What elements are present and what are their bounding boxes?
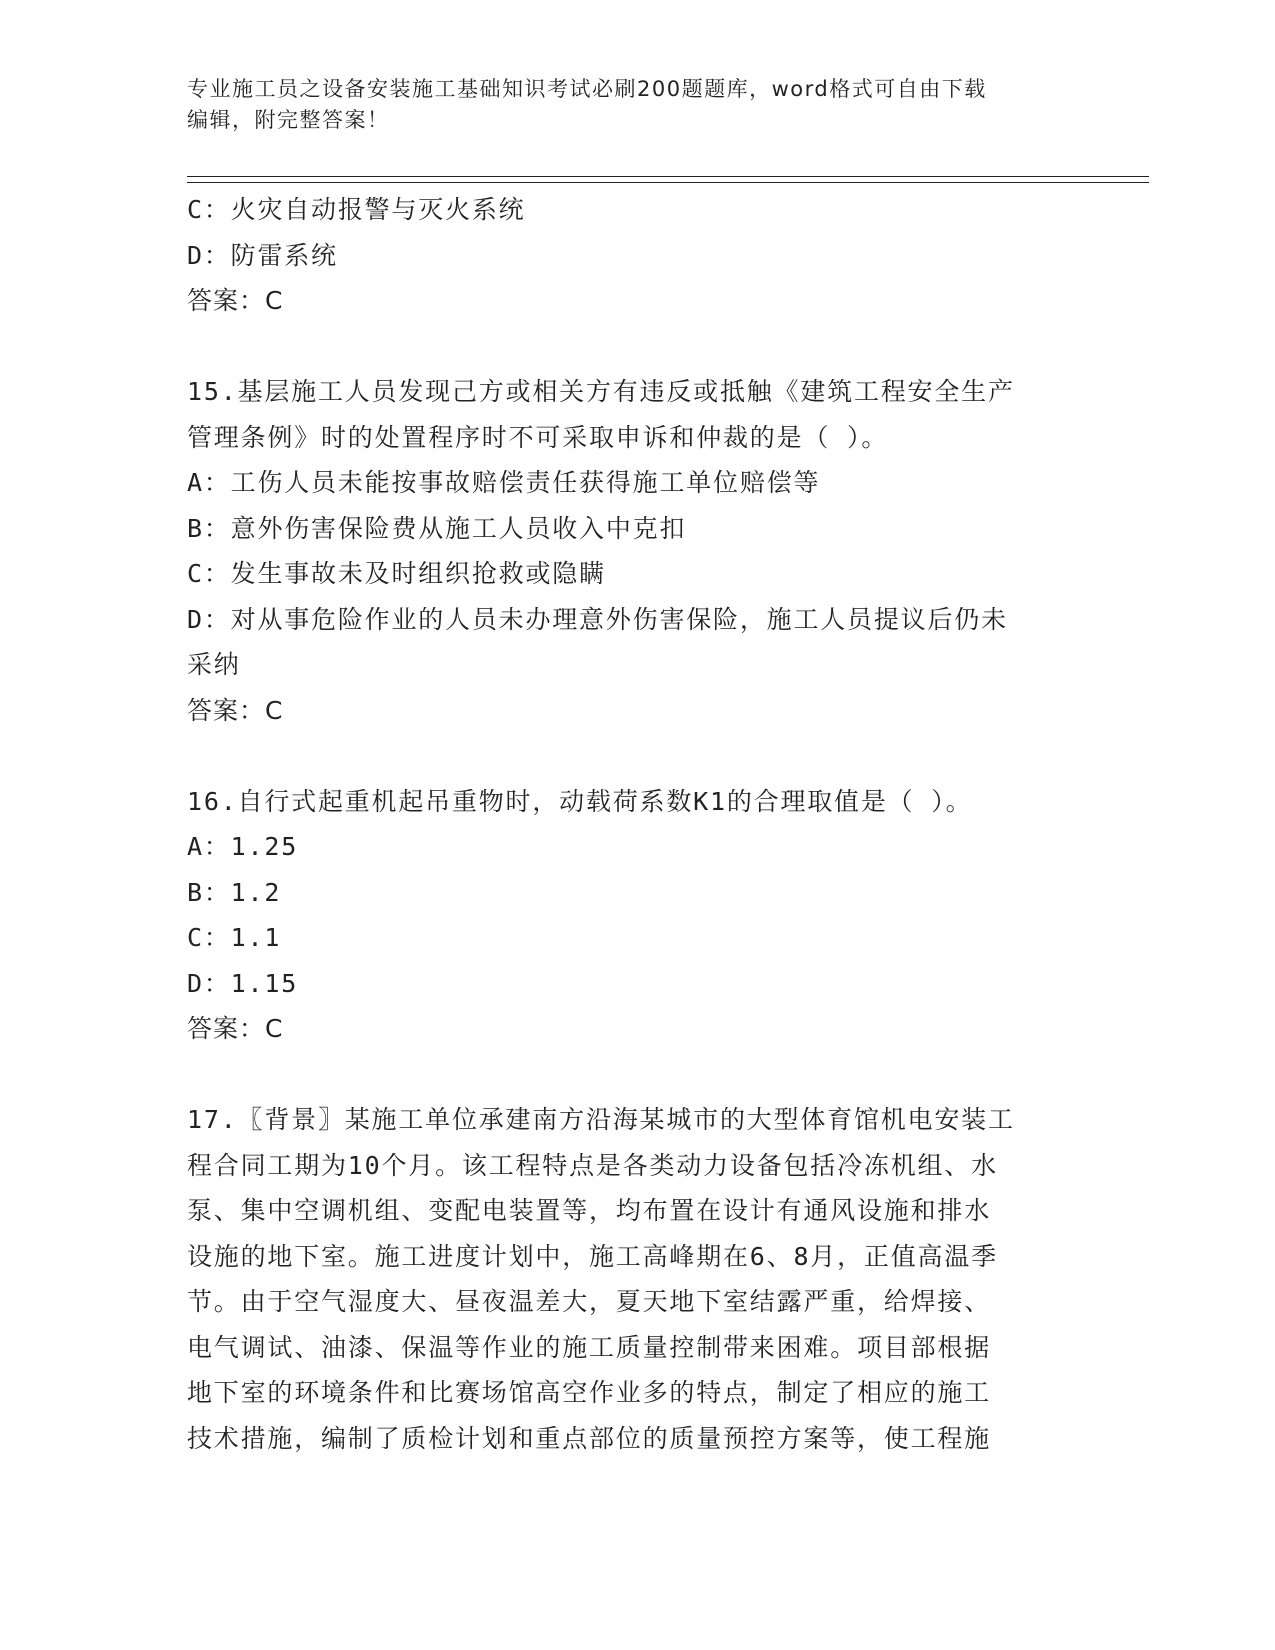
q15-option-b: B：意外伤害保险费从施工人员收入中克扣 bbox=[187, 513, 687, 543]
header-title-line-2: 编辑，附完整答案！ bbox=[187, 108, 390, 132]
q16-option-d: D：1.15 bbox=[187, 968, 299, 998]
question-spacer bbox=[187, 1052, 1077, 1098]
q14-option-c: C：火灾自动报警与灭火系统 bbox=[187, 195, 526, 224]
q16-answer: 答案：C bbox=[187, 1014, 284, 1043]
q16-option-b: B：1.2 bbox=[187, 877, 282, 907]
document-header bbox=[187, 74, 1067, 136]
q15-option-d-line-2: 采纳 bbox=[187, 650, 241, 679]
q16-option-a: A：1.25 bbox=[187, 832, 299, 861]
document-body bbox=[187, 187, 1077, 1461]
q15-answer: 答案：C bbox=[187, 695, 284, 725]
q15-option-c: C：发生事故未及时组织抢救或隐瞒 bbox=[187, 559, 606, 588]
q17-line-8: 技术措施，编制了质检计划和重点部位的质量预控方案等，使工程施 bbox=[187, 1423, 992, 1453]
q15-stem-line-2: 管理条例》时的处置程序时不可采取申诉和仲裁的是（ ）。 bbox=[187, 422, 889, 452]
q17-line-4: 设施的地下室。施工进度计划中，施工高峰期在6、8月，正值高温季 bbox=[187, 1241, 998, 1271]
q17-line-7: 地下室的环境条件和比赛场馆高空作业多的特点，制定了相应的施工 bbox=[187, 1378, 992, 1407]
q14-option-d: D：防雷系统 bbox=[187, 240, 338, 270]
q17-line-2: 程合同工期为10个月。该工程特点是各类动力设备包括冷冻机组、水 bbox=[187, 1150, 998, 1180]
q17-line-3: 泵、集中空调机组、变配电装置等，均布置在设计有通风设施和排水 bbox=[187, 1196, 992, 1225]
q17-line-1: 17.〖背景〗某施工单位承建南方沿海某城市的大型体育馆机电安装工 bbox=[187, 1105, 1015, 1134]
q15-option-a: A：工伤人员未能按事故赔偿责任获得施工单位赔偿等 bbox=[187, 468, 821, 497]
header-divider-bottom bbox=[187, 182, 1149, 183]
q14-answer: 答案：C bbox=[187, 286, 284, 315]
question-spacer bbox=[187, 733, 1077, 779]
header-title-line-1: 专业施工员之设备安装施工基础知识考试必刷200题题库，word格式可自由下载 bbox=[187, 77, 987, 101]
q15-option-d-line-1: D：对从事危险作业的人员未办理意外伤害保险，施工人员提议后仍未 bbox=[187, 604, 1008, 634]
q17-line-6: 电气调试、油漆、保温等作业的施工质量控制带来困难。项目部根据 bbox=[187, 1332, 992, 1362]
q16-stem: 16.自行式起重机起吊重物时，动载荷系数K1的合理取值是（ ）。 bbox=[187, 786, 973, 816]
q15-stem-line-1: 15.基层施工人员发现己方或相关方有违反或抵触《建筑工程安全生产 bbox=[187, 377, 1015, 406]
q17-line-5: 节。由于空气湿度大、昼夜温差大，夏天地下室结露严重，给焊接、 bbox=[187, 1287, 992, 1316]
question-spacer bbox=[187, 324, 1077, 370]
q16-option-c: C：1.1 bbox=[187, 923, 282, 952]
header-divider-top bbox=[187, 176, 1149, 177]
